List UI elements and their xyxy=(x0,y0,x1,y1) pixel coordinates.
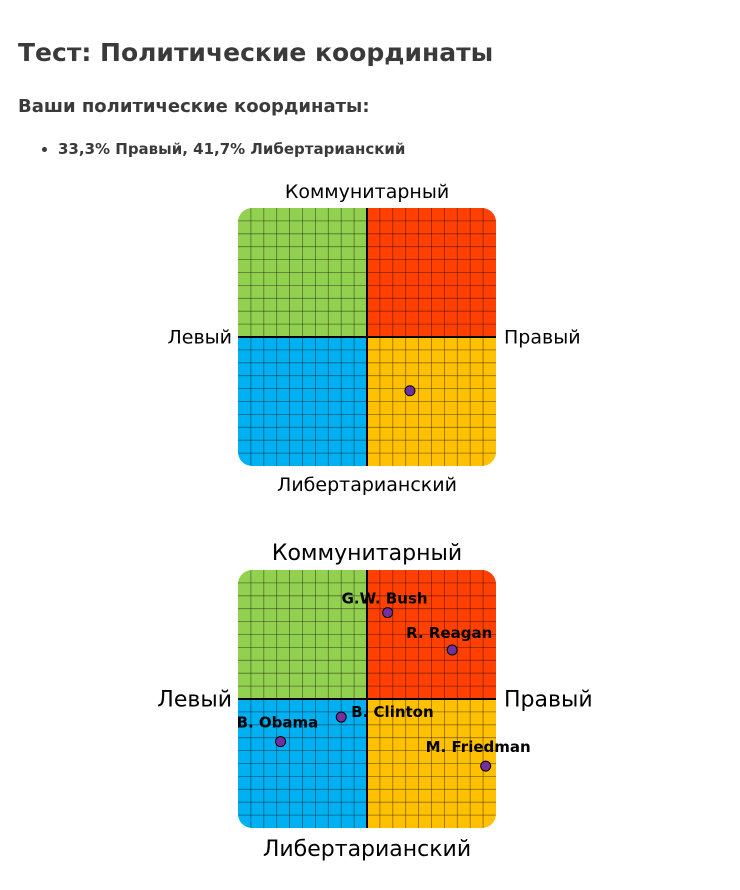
reference-political-compass xyxy=(0,530,740,870)
position-marker xyxy=(383,608,393,618)
position-marker xyxy=(447,645,457,655)
position-marker xyxy=(336,712,346,722)
point-label: B. Obama xyxy=(236,713,319,732)
compass-grid xyxy=(238,570,496,828)
position-marker xyxy=(276,737,286,747)
result-item: • 33,3% Правый, 41,7% Либертарианский xyxy=(58,140,405,158)
axis-label-right: Правый xyxy=(504,326,581,349)
axis-label-top: Коммунитарный xyxy=(271,541,463,566)
user-political-compass xyxy=(0,175,740,505)
axis-label-left: Левый xyxy=(157,687,232,713)
axis-label-right: Правый xyxy=(504,687,593,713)
page-title: Тест: Политические координаты xyxy=(18,38,494,67)
axis-label-bottom: Либертарианский xyxy=(277,474,457,496)
point-label: M. Friedman xyxy=(425,738,531,757)
point-label: R. Reagan xyxy=(406,623,493,642)
axis-label-left: Левый xyxy=(167,326,232,349)
point-label: B. Clinton xyxy=(351,703,434,722)
results-list xyxy=(40,140,405,158)
section-heading: Ваши политические координаты: xyxy=(18,96,370,117)
point-label: G.W. Bush xyxy=(341,589,428,608)
axis-label-top: Коммунитарный xyxy=(284,181,450,203)
position-marker xyxy=(481,761,491,771)
position-marker xyxy=(405,386,415,396)
axis-label-bottom: Либертарианский xyxy=(262,837,472,862)
compass-grid xyxy=(238,208,496,466)
